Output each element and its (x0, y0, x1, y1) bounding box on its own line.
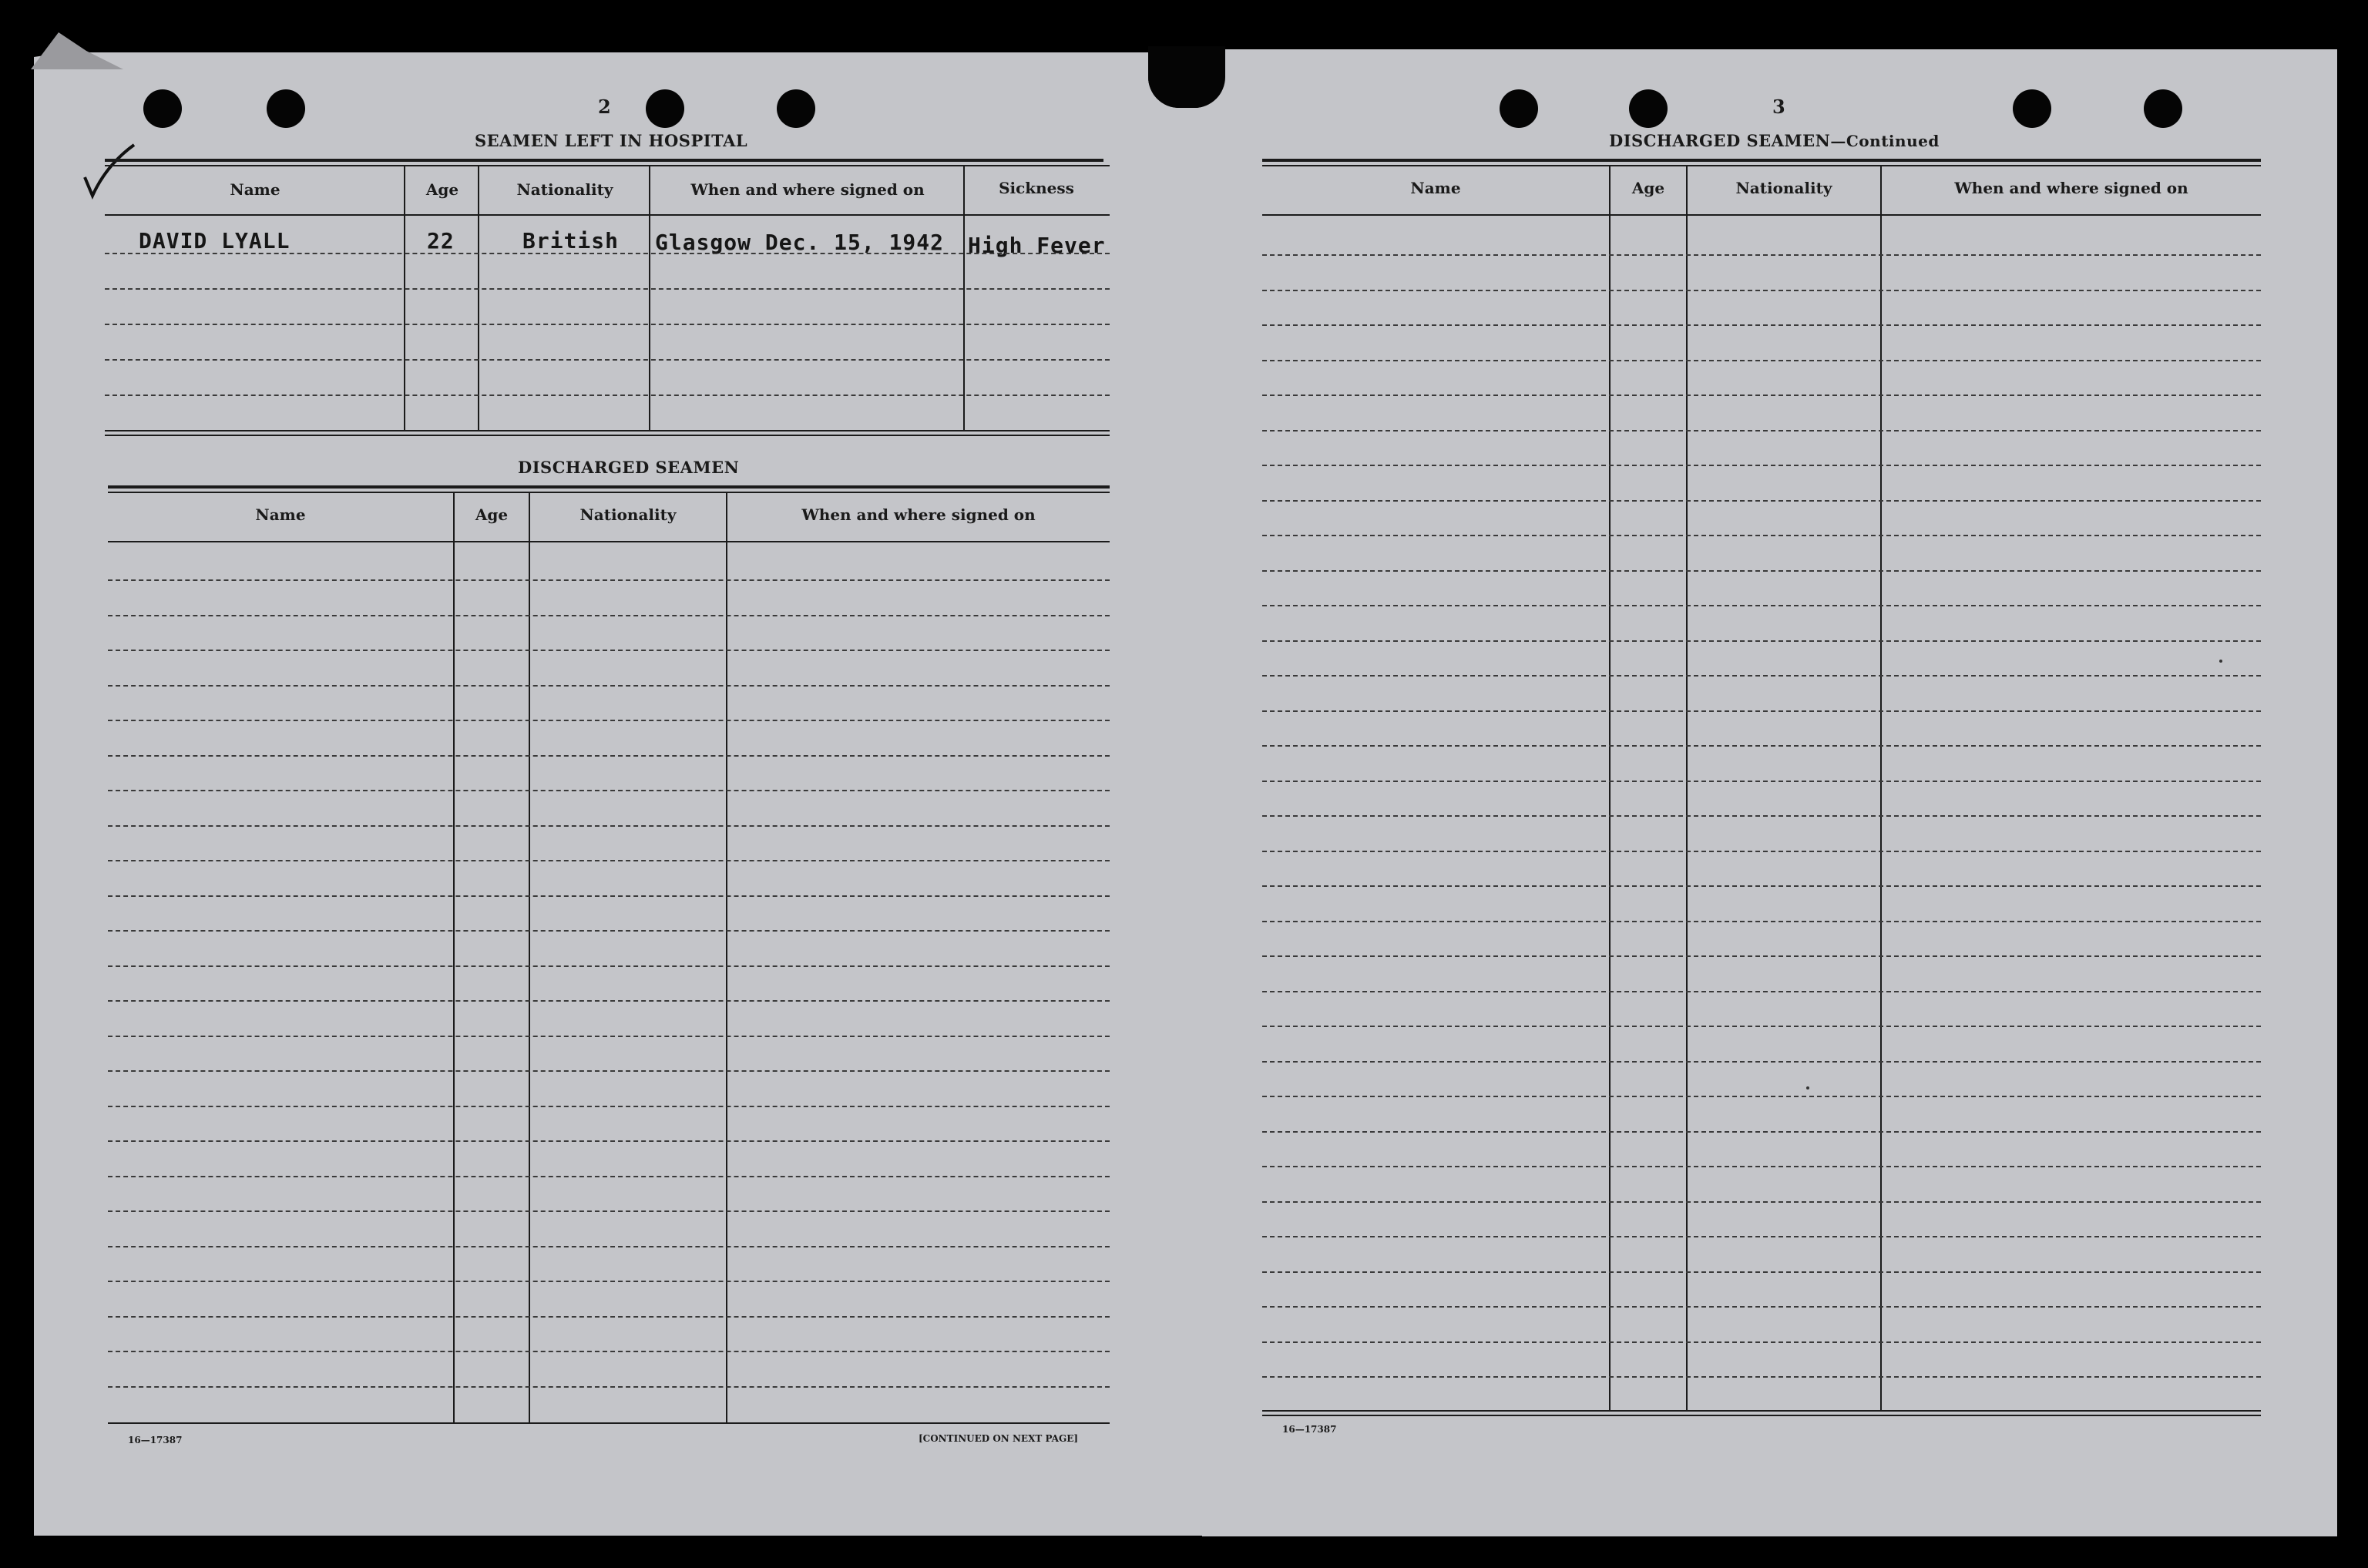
row-line (1262, 885, 2261, 887)
row-line (108, 1316, 1110, 1318)
punch-hole (1500, 89, 1538, 128)
punch-hole (2144, 89, 2182, 128)
column-header-name: Name (1410, 179, 1461, 197)
row-line (108, 860, 1110, 861)
row-line (1262, 605, 2261, 606)
paper-speck (2219, 660, 2222, 663)
column-divider (649, 166, 650, 431)
row-line (1262, 955, 2261, 957)
row-line (1262, 1271, 2261, 1273)
row-line (108, 720, 1110, 721)
row-line (1262, 360, 2261, 361)
table-bottom-rule (108, 1422, 1110, 1424)
discharged-continued-title (1609, 131, 1940, 150)
hospital-row-name: DAVID LYALL (139, 228, 291, 253)
row-line (1262, 710, 2261, 712)
form-code: 16—17387 (1282, 1424, 1337, 1435)
row-line (105, 359, 1110, 361)
row-line (108, 1351, 1110, 1352)
right-page (1202, 49, 2337, 1536)
column-divider (529, 493, 530, 1424)
column-header-signed-on: When and where signed on (1954, 179, 2188, 197)
row-line (1262, 1306, 2261, 1308)
hospital-row-age: 22 (427, 228, 455, 253)
column-divider (453, 493, 455, 1424)
column-divider (726, 493, 727, 1424)
row-line (1262, 851, 2261, 852)
left-page (34, 52, 1207, 1536)
row-line (1262, 500, 2261, 502)
row-line (1262, 1096, 2261, 1097)
row-line (1262, 991, 2261, 992)
row-line (108, 895, 1110, 897)
hospital-row-signed-on: Glasgow Dec. 15, 1942 (655, 230, 945, 255)
row-line (1262, 1236, 2261, 1237)
table-bottom-rule (1262, 1410, 2261, 1412)
row-line (1262, 465, 2261, 466)
paper-speck (1806, 1086, 1809, 1090)
column-header-name: Name (255, 505, 306, 524)
column-header-signed-on: When and where signed on (801, 505, 1036, 524)
column-header-age: Age (1631, 179, 1665, 197)
punch-hole (646, 89, 684, 128)
column-header-nationality: Nationality (579, 505, 677, 524)
row-line (1262, 535, 2261, 536)
table-top-rule (108, 492, 1110, 493)
row-line (105, 324, 1110, 325)
header-rule (108, 541, 1110, 542)
hospital-row-sickness: High Fever (968, 233, 1106, 258)
row-line (108, 790, 1110, 791)
table-top-rule (108, 485, 1110, 489)
page-number: 3 (1772, 96, 1785, 118)
table-top-rule (105, 165, 1110, 166)
column-header-signed-on: When and where signed on (690, 180, 925, 199)
hospital-row-nationality: British (522, 228, 620, 253)
row-line (1262, 815, 2261, 817)
row-line (108, 1036, 1110, 1037)
row-line (108, 1000, 1110, 1002)
row-line (1262, 781, 2261, 782)
discharged-continued-title-main: DISCHARGED SEAMEN (1609, 131, 1831, 150)
table-top-rule (105, 159, 1103, 162)
continued-note: [CONTINUED ON NEXT PAGE] (919, 1433, 1079, 1444)
row-line (105, 253, 1110, 254)
row-line (108, 615, 1110, 616)
row-line (108, 965, 1110, 967)
row-line (1262, 675, 2261, 677)
row-line (1262, 640, 2261, 642)
table-bottom-rule (105, 430, 1110, 431)
row-line (108, 755, 1110, 757)
column-divider (1609, 166, 1611, 1412)
header-rule (105, 214, 1110, 216)
column-divider (963, 166, 965, 431)
torn-corner (31, 23, 123, 69)
discharged-section-title: DISCHARGED SEAMEN (518, 458, 740, 477)
column-divider (1686, 166, 1688, 1412)
table-top-rule (1262, 159, 2261, 162)
row-line (108, 825, 1110, 827)
row-line (1262, 430, 2261, 431)
row-line (108, 1140, 1110, 1142)
table-top-rule (1262, 165, 2261, 166)
column-divider (1880, 166, 1882, 1412)
column-header-nationality: Nationality (516, 180, 613, 199)
row-line (105, 395, 1110, 396)
punch-hole (777, 89, 815, 128)
hospital-section-title: SEAMEN LEFT IN HOSPITAL (475, 131, 748, 150)
punch-hole (1629, 89, 1668, 128)
row-line (1262, 1026, 2261, 1027)
row-line (1262, 1131, 2261, 1133)
row-line (108, 1281, 1110, 1282)
row-line (1262, 1376, 2261, 1378)
row-line (1262, 745, 2261, 747)
row-line (1262, 290, 2261, 291)
punch-hole (267, 89, 305, 128)
column-header-nationality: Nationality (1735, 179, 1832, 197)
row-line (1262, 921, 2261, 922)
row-line (108, 1070, 1110, 1072)
row-line (108, 1386, 1110, 1388)
table-bottom-rule (105, 435, 1110, 436)
row-line (1262, 1166, 2261, 1167)
column-header-name: Name (230, 180, 280, 199)
row-line (1262, 1061, 2261, 1063)
table-bottom-rule (1262, 1415, 2261, 1416)
row-line (108, 1246, 1110, 1247)
header-rule (1262, 214, 2261, 216)
row-line (108, 579, 1110, 581)
row-line (108, 685, 1110, 687)
torn-binding (1148, 46, 1225, 108)
row-line (1262, 324, 2261, 326)
punch-hole (143, 89, 182, 128)
row-line (108, 930, 1110, 932)
row-line (108, 1176, 1110, 1177)
column-divider (478, 166, 479, 431)
row-line (108, 1106, 1110, 1107)
column-header-age: Age (425, 180, 459, 199)
row-line (108, 1210, 1110, 1212)
page-number: 2 (598, 96, 611, 118)
form-code: 16—17387 (128, 1435, 183, 1445)
row-line (1262, 395, 2261, 396)
column-divider (404, 166, 405, 431)
row-line (1262, 254, 2261, 256)
column-header-sickness: Sickness (999, 179, 1074, 197)
punch-hole (2013, 89, 2051, 128)
column-header-age: Age (475, 505, 509, 524)
row-line (105, 288, 1110, 290)
continued-suffix: —Continued (1830, 132, 1940, 150)
row-line (1262, 1201, 2261, 1203)
row-line (1262, 570, 2261, 572)
row-line (108, 650, 1110, 651)
row-line (1262, 1341, 2261, 1343)
